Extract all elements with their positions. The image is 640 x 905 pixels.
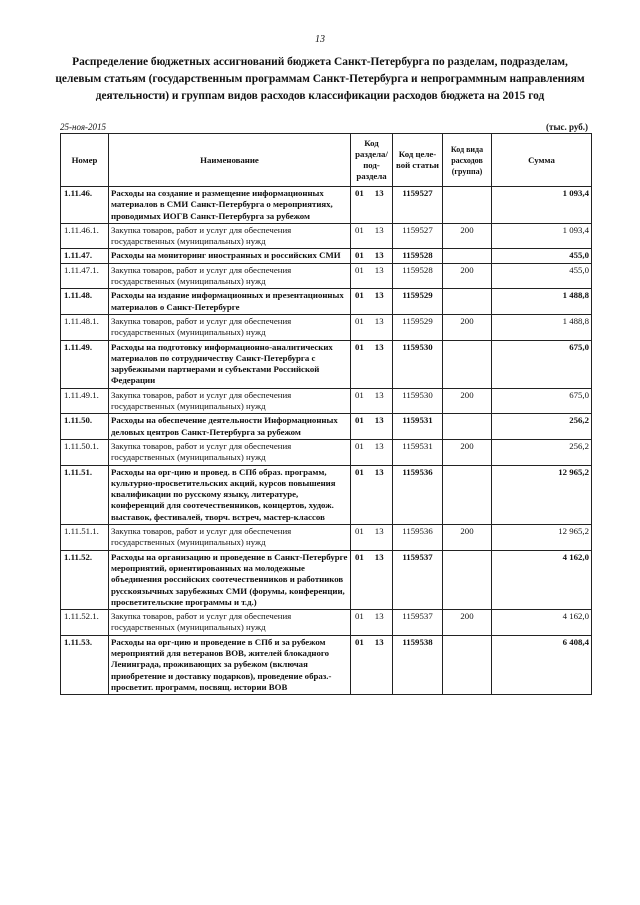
row-target-code: 1159527: [393, 187, 443, 224]
table-row: [61, 635, 592, 694]
row-target-code: 1159537: [393, 610, 443, 636]
row-expense-group: [443, 340, 492, 388]
table-row: [61, 223, 592, 249]
row-sum: 455,0: [492, 263, 592, 289]
row-subsection: 13: [374, 526, 384, 537]
row-name: Расходы на орг-цию и провед. в СПб образ. программ, культурно-просветительских акций, курсов повышения квалификации по русскому языку, литературе, конференций для соотечественников, концертов, худож. выставок, фестивалей, творч. встреч, мастер-классов: [109, 465, 351, 524]
table-row: [61, 314, 592, 340]
row-section-code: [351, 340, 393, 388]
row-section-code: [351, 223, 393, 249]
row-name: Расходы на издание информационных и презентационных материалов о Санкт-Петербурге: [109, 289, 351, 315]
row-name: Закупка товаров, работ и услуг для обеспечения государственных (муниципальных) нужд: [109, 223, 351, 249]
row-expense-group: 200: [443, 388, 492, 414]
row-section-code: [351, 314, 393, 340]
row-number: 1.11.47.: [61, 249, 109, 263]
table-row: [61, 610, 592, 636]
row-sum: 4 162,0: [492, 550, 592, 609]
row-name: Закупка товаров, работ и услуг для обеспечения государственных (муниципальных) нужд: [109, 314, 351, 340]
table-row: [61, 525, 592, 551]
row-number: 1.11.49.1.: [61, 388, 109, 414]
row-subsection: 13: [374, 188, 384, 198]
row-name: Закупка товаров, работ и услуг для обеспечения государственных (муниципальных) нужд: [109, 439, 351, 465]
row-section: 01: [355, 389, 364, 400]
units-label: (тыс. руб.): [546, 122, 588, 132]
row-number: 1.11.52.: [61, 550, 109, 609]
row-name: Закупка товаров, работ и услуг для обеспечения государственных (муниципальных) нужд: [109, 388, 351, 414]
header-name: Наименование: [109, 134, 351, 187]
row-section-code: [351, 439, 393, 465]
table-row: [61, 289, 592, 315]
row-sum: 675,0: [492, 340, 592, 388]
row-sum: 6 408,4: [492, 635, 592, 694]
table-row: [61, 187, 592, 224]
header-sum: Сумма: [492, 134, 592, 187]
row-expense-group: 200: [443, 223, 492, 249]
row-section-code: [351, 525, 393, 551]
row-section-code: [351, 263, 393, 289]
row-subsection: 13: [374, 250, 384, 261]
row-number: 1.11.48.: [61, 289, 109, 315]
row-expense-group: 200: [443, 439, 492, 465]
row-name: Расходы на организацию и проведение в Санкт-Петербурге мероприятий, ориентированных на молодежные объединения российских соотечественников и работников русскоязычных зарубежных СМИ (форумы, конференции, просветительские программы и т.д.): [109, 550, 351, 609]
row-target-code: 1159528: [393, 263, 443, 289]
row-target-code: 1159531: [393, 414, 443, 440]
row-target-code: 1159530: [393, 388, 443, 414]
row-expense-group: [443, 249, 492, 263]
row-section: 01: [355, 264, 364, 275]
row-subsection: 13: [374, 224, 384, 235]
row-subsection: 13: [374, 341, 384, 352]
row-sum: 1 488,8: [492, 314, 592, 340]
row-section: 01: [355, 290, 364, 301]
row-subsection: 13: [374, 636, 384, 647]
row-number: 1.11.46.: [61, 187, 109, 224]
row-target-code: 1159527: [393, 223, 443, 249]
row-section-code: [351, 414, 393, 440]
row-sum: 455,0: [492, 249, 592, 263]
table-row: [61, 340, 592, 388]
row-section-code: [351, 550, 393, 609]
row-sum: 4 162,0: [492, 610, 592, 636]
row-number: 1.11.51.: [61, 465, 109, 524]
header-target-code: Код целе- вой статьи: [393, 134, 443, 187]
row-section-code: [351, 249, 393, 263]
row-target-code: 1159538: [393, 635, 443, 694]
row-expense-group: 200: [443, 525, 492, 551]
header-number: Номер: [61, 134, 109, 187]
row-sum: 12 965,2: [492, 525, 592, 551]
row-section: 01: [355, 188, 364, 198]
row-number: 1.11.47.1.: [61, 263, 109, 289]
row-expense-group: [443, 187, 492, 224]
header-section-code: Код раздела/ под- раздела: [351, 134, 393, 187]
row-name: Расходы на подготовку информационно-аналитических материалов по сотрудничеству Санкт-Петербурга с зарубежными партнерами и субъектами Российской Федерации: [109, 340, 351, 388]
table-row: [61, 414, 592, 440]
row-sum: 1 093,4: [492, 187, 592, 224]
row-target-code: 1159531: [393, 439, 443, 465]
row-number: 1.11.50.: [61, 414, 109, 440]
row-sum: 675,0: [492, 388, 592, 414]
row-sum: 256,2: [492, 439, 592, 465]
row-expense-group: [443, 414, 492, 440]
row-expense-group: 200: [443, 610, 492, 636]
row-number: 1.11.46.1.: [61, 223, 109, 249]
table-row: [61, 388, 592, 414]
table-row: [61, 249, 592, 263]
row-name: Закупка товаров, работ и услуг для обеспечения государственных (муниципальных) нужд: [109, 263, 351, 289]
page-number: 13: [315, 34, 325, 45]
row-expense-group: [443, 465, 492, 524]
header-expense-group: Код вида расходов (группа): [443, 134, 492, 187]
row-number: 1.11.53.: [61, 635, 109, 694]
row-subsection: 13: [374, 415, 384, 426]
row-subsection: 13: [374, 466, 384, 477]
row-section: 01: [355, 466, 364, 477]
row-expense-group: [443, 635, 492, 694]
table-row: [61, 550, 592, 609]
row-target-code: 1159530: [393, 340, 443, 388]
row-expense-group: [443, 550, 492, 609]
row-target-code: 1159536: [393, 525, 443, 551]
row-target-code: 1159529: [393, 314, 443, 340]
row-number: 1.11.52.1.: [61, 610, 109, 636]
row-number: 1.11.51.1.: [61, 525, 109, 551]
row-number: 1.11.49.: [61, 340, 109, 388]
row-section: 01: [355, 415, 364, 426]
document-title: Распределение бюджетных ассигнований бюджета Санкт-Петербурга по разделам, подразделам, целевым статьям (государственным программам Санкт-Петербурга и непрограммным направлениям деятельности) и группам видов расходов классификации расходов бюджета на 2015 год: [55, 56, 585, 102]
row-subsection: 13: [374, 389, 384, 400]
row-number: 1.11.50.1.: [61, 439, 109, 465]
row-section: 01: [355, 551, 364, 562]
row-section-code: [351, 187, 393, 224]
row-section-code: [351, 289, 393, 315]
table-body: [61, 187, 592, 695]
row-name: Расходы на обеспечение деятельности Информационных деловых центров Санкт-Петербурга за рубежом: [109, 414, 351, 440]
budget-table: [60, 133, 592, 695]
row-subsection: 13: [374, 290, 384, 301]
row-target-code: 1159528: [393, 249, 443, 263]
row-expense-group: 200: [443, 263, 492, 289]
row-subsection: 13: [374, 264, 384, 275]
table-row: [61, 439, 592, 465]
table-header-row: [61, 134, 592, 187]
row-name: Закупка товаров, работ и услуг для обеспечения государственных (муниципальных) нужд: [109, 610, 351, 636]
row-target-code: 1159536: [393, 465, 443, 524]
row-section: 01: [355, 315, 364, 326]
row-section: 01: [355, 440, 364, 451]
row-expense-group: 200: [443, 314, 492, 340]
row-subsection: 13: [374, 440, 384, 451]
row-target-code: 1159529: [393, 289, 443, 315]
row-section: 01: [355, 611, 364, 622]
row-sum: 256,2: [492, 414, 592, 440]
row-subsection: 13: [374, 611, 384, 622]
row-subsection: 13: [374, 315, 384, 326]
row-sum: 1 093,4: [492, 223, 592, 249]
table-row: [61, 263, 592, 289]
row-sum: 12 965,2: [492, 465, 592, 524]
row-name: Закупка товаров, работ и услуг для обеспечения государственных (муниципальных) нужд: [109, 525, 351, 551]
row-name: Расходы на создание и размещение информационных материалов в СМИ Санкт-Петербурга о мероприятиях, проводимых ИОГВ Санкт-Петербурга за рубежом: [109, 187, 351, 224]
row-number: 1.11.48.1.: [61, 314, 109, 340]
row-section-code: [351, 388, 393, 414]
row-section-code: [351, 635, 393, 694]
row-sum: 1 488,8: [492, 289, 592, 315]
row-section: 01: [355, 250, 364, 261]
row-subsection: 13: [374, 551, 384, 562]
table-row: [61, 465, 592, 524]
row-section-code: [351, 465, 393, 524]
row-section: 01: [355, 526, 364, 537]
row-section: 01: [355, 636, 364, 647]
row-expense-group: [443, 289, 492, 315]
row-name: Расходы на мониторинг иностранных и российских СМИ: [109, 249, 351, 263]
row-name: Расходы на орг-цию и проведение в СПб и за рубежом мероприятий для ветеранов ВОВ, жителей блокадного Ленинграда, проживающих за рубежом (включая приобретение и доставку подарков), проведение образ.-просветит. программ, посвящ. истории ВОВ: [109, 635, 351, 694]
row-section-code: [351, 610, 393, 636]
row-target-code: 1159537: [393, 550, 443, 609]
row-section: 01: [355, 341, 364, 352]
document-date: 25-ноя-2015: [60, 122, 107, 132]
row-section: 01: [355, 224, 364, 235]
